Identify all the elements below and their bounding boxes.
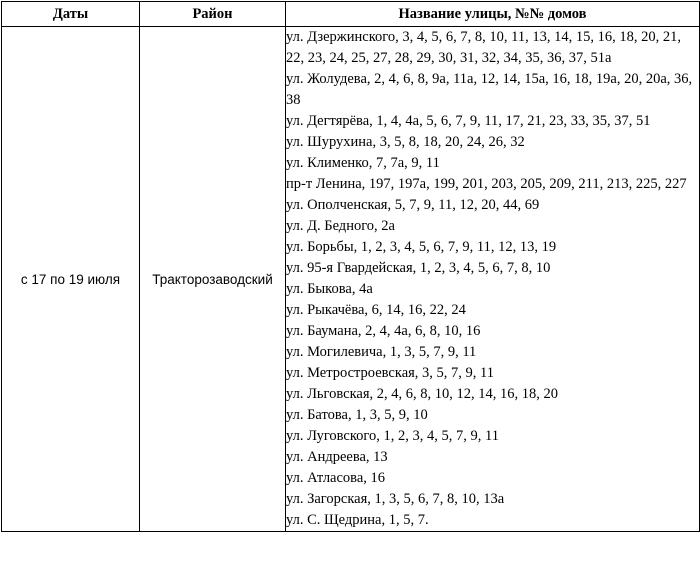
table-row	[2, 27, 700, 532]
street-line: ул. Льговская, 2, 4, 6, 8, 10, 12, 14, 16, 18, 20	[286, 386, 559, 402]
header-streets: Название улицы, №№ домов	[286, 2, 700, 27]
street-line: ул. Быкова, 4а	[286, 281, 373, 297]
street-line: ул. 95-я Гвардейская, 1, 2, 3, 4, 5, 6, 7, 8, 10	[286, 260, 551, 276]
date-cell: с 17 по 19 июля	[2, 27, 140, 532]
street-line: ул. Могилевича, 1, 3, 5, 7, 9, 11	[286, 344, 477, 360]
street-line: ул. Баумана, 2, 4, 4а, 6, 8, 10, 16	[286, 323, 481, 339]
street-line: ул. Борьбы, 1, 2, 3, 4, 5, 6, 7, 9, 11, 12, 13, 19	[286, 239, 557, 255]
street-line: ул. Загорская, 1, 3, 5, 6, 7, 8, 10, 13а	[286, 491, 505, 507]
street-line: ул. С. Щедрина, 1, 5, 7.	[286, 512, 429, 528]
street-line: ул. Д. Бедного, 2а	[286, 218, 395, 234]
streets-cell	[286, 27, 700, 532]
street-line: ул. Андреева, 13	[286, 449, 388, 465]
header-district: Район	[140, 2, 286, 27]
street-line: пр-т Ленина, 197, 197а, 199, 201, 203, 205, 209, 211, 213, 225, 227	[286, 176, 687, 192]
street-line: ул. Луговского, 1, 2, 3, 4, 5, 7, 9, 11	[286, 428, 499, 444]
header-row	[2, 2, 700, 27]
street-line: ул. Батова, 1, 3, 5, 9, 10	[286, 407, 428, 423]
district-cell: Тракторозаводский	[140, 27, 286, 532]
street-line: ул. Дзержинского, 3, 4, 5, 6, 7, 8, 10, 11, 13, 14, 15, 16, 18, 20, 21, 22, 23, 24, 25, 27, 28, 29, 30, 31, 32, 34, 35, 36, 37, 51а	[286, 29, 681, 66]
street-line: ул. Шурухина, 3, 5, 8, 18, 20, 24, 26, 32	[286, 134, 525, 150]
street-line: ул. Рыкачёва, 6, 14, 16, 22, 24	[286, 302, 466, 318]
outage-schedule-table	[1, 1, 700, 532]
street-line: ул. Клименко, 7, 7а, 9, 11	[286, 155, 440, 171]
street-line: ул. Ополченская, 5, 7, 9, 11, 12, 20, 44, 69	[286, 197, 540, 213]
street-line: ул. Жолудева, 2, 4, 6, 8, 9а, 11а, 12, 14, 15а, 16, 18, 19а, 20, 20а, 36, 38	[286, 71, 693, 108]
street-line: ул. Атласова, 16	[286, 470, 386, 486]
street-line: ул. Дегтярёва, 1, 4, 4а, 5, 6, 7, 9, 11, 17, 21, 23, 33, 35, 37, 51	[286, 113, 651, 129]
street-line: ул. Метростроевская, 3, 5, 7, 9, 11	[286, 365, 495, 381]
header-dates: Даты	[2, 2, 140, 27]
